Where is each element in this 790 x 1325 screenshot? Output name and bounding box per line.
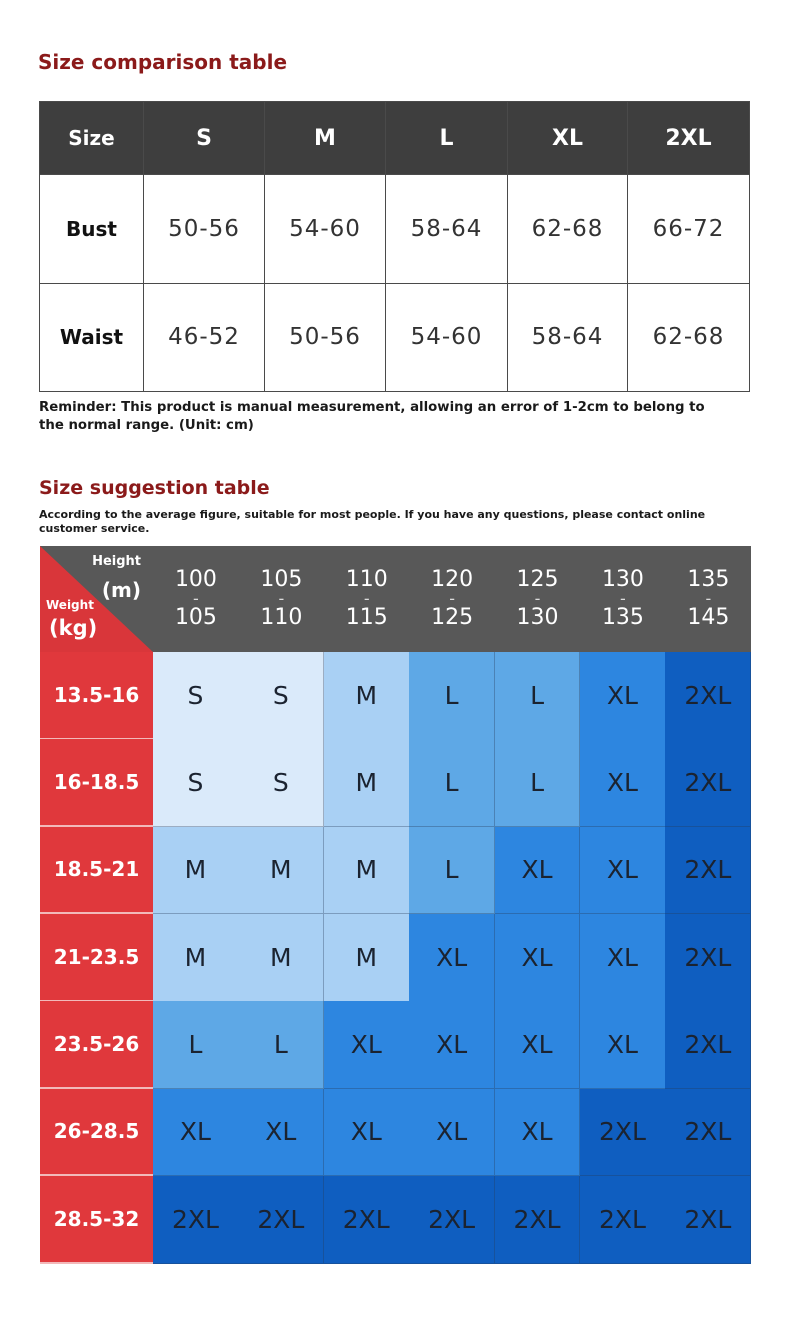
size-cell: M — [324, 739, 410, 827]
height-range-end: 145 — [687, 605, 730, 630]
size-cell: L — [409, 739, 495, 827]
row-label: Bust — [40, 175, 144, 283]
measurement-cell: 50-56 — [144, 175, 265, 283]
measurement-cell: 66-72 — [628, 175, 750, 283]
row-label: Waist — [40, 283, 144, 391]
height-range-dash: - — [534, 589, 541, 608]
size-cell: M — [238, 914, 324, 1002]
size-cell: 2XL — [580, 1176, 666, 1264]
measurement-cell: 62-68 — [508, 175, 628, 283]
size-cell: M — [153, 827, 239, 915]
size-cell: S — [238, 652, 324, 740]
height-range-start: 110 — [345, 567, 388, 592]
size-cell: L — [495, 739, 581, 827]
size-cell: M — [324, 914, 410, 1002]
size-cell: XL — [495, 914, 581, 1002]
size-col-header: M — [265, 102, 386, 175]
corner-height-label: Height — [92, 554, 141, 569]
size-cell: 2XL — [665, 1001, 751, 1089]
size-cell: L — [409, 827, 495, 915]
height-range-start: 135 — [687, 567, 730, 592]
measurement-cell: 58-64 — [508, 283, 628, 391]
size-cell: L — [495, 652, 581, 740]
height-range-start: 120 — [431, 567, 474, 592]
height-range-start: 130 — [601, 567, 644, 592]
measurement-reminder: Reminder: This product is manual measurement, allowing an error of 1-2cm to belong to the normal range. (Unit: cm) — [39, 400, 705, 433]
height-col-header — [495, 546, 581, 652]
size-cell: XL — [409, 1089, 495, 1177]
height-range-dash: - — [449, 589, 456, 608]
size-suggestion-grid — [40, 546, 751, 1263]
size-cell: L — [238, 1001, 324, 1089]
size-comparison-table — [39, 101, 750, 392]
size-cell: 2XL — [580, 1089, 666, 1177]
size-cell: L — [153, 1001, 239, 1089]
size-header-label: Size — [40, 102, 144, 175]
weight-row-label: 18.5-21 — [40, 827, 153, 915]
suggestion-title: Size suggestion table — [39, 477, 270, 499]
size-cell: 2XL — [238, 1176, 324, 1264]
size-cell: XL — [580, 827, 666, 915]
height-range-dash: - — [278, 589, 285, 608]
measurement-cell: 54-60 — [265, 175, 386, 283]
comparison-title: Size comparison table — [38, 50, 288, 74]
height-range-start: 125 — [516, 567, 559, 592]
weight-row-label: 23.5-26 — [40, 1001, 153, 1089]
height-col-header — [665, 546, 751, 652]
size-cell: L — [409, 652, 495, 740]
weight-row-label: 28.5-32 — [40, 1176, 153, 1264]
height-range-end: 135 — [601, 605, 644, 630]
weight-row-label: 16-18.5 — [40, 739, 153, 827]
measurement-cell: 62-68 — [628, 283, 750, 391]
measurement-cell: 50-56 — [265, 283, 386, 391]
height-col-header — [580, 546, 666, 652]
measurement-cell: 54-60 — [386, 283, 508, 391]
size-cell: 2XL — [665, 827, 751, 915]
size-cell: M — [324, 652, 410, 740]
corner-height-unit: (m) — [101, 578, 141, 602]
suggestion-description: According to the average figure, suitable for most people. If you have any questions, please contact online customer service. — [39, 508, 706, 535]
measurement-cell: 46-52 — [144, 283, 265, 391]
size-cell: 2XL — [665, 1089, 751, 1177]
size-cell: XL — [409, 1001, 495, 1089]
height-col-header — [238, 546, 324, 652]
size-col-header: L — [386, 102, 508, 175]
waist-row — [40, 283, 750, 391]
size-cell: S — [153, 652, 239, 740]
height-range-dash: - — [193, 589, 199, 608]
size-cell: M — [153, 914, 239, 1002]
size-cell: XL — [324, 1001, 410, 1089]
grid-corner — [40, 546, 153, 652]
height-range-end: 115 — [345, 605, 388, 630]
bust-row — [40, 175, 750, 283]
size-cell: XL — [495, 1089, 581, 1177]
size-cell: 2XL — [665, 652, 751, 740]
corner-weight-label: Weight — [46, 598, 94, 612]
height-col-header — [324, 546, 410, 652]
measurement-cell: 58-64 — [386, 175, 508, 283]
height-range-start: 105 — [260, 567, 303, 592]
weight-row-label: 13.5-16 — [40, 652, 153, 740]
size-cell: XL — [324, 1089, 410, 1177]
size-cell: 2XL — [665, 1176, 751, 1264]
size-col-header: S — [144, 102, 265, 175]
size-cell: XL — [238, 1089, 324, 1177]
height-range-dash: - — [363, 589, 370, 608]
height-range-end: 130 — [516, 605, 559, 630]
height-col-header — [409, 546, 495, 652]
size-cell: XL — [580, 1001, 666, 1089]
height-range-dash: - — [620, 589, 626, 608]
size-cell: M — [238, 827, 324, 915]
size-cell: XL — [409, 914, 495, 1002]
size-cell: 2XL — [665, 739, 751, 827]
height-range-dash: - — [705, 589, 712, 608]
size-cell: S — [238, 739, 324, 827]
comparison-header-row — [40, 102, 750, 175]
corner-weight-unit: (kg) — [49, 616, 98, 640]
height-range-end: 110 — [260, 605, 303, 630]
size-col-header: XL — [508, 102, 628, 175]
weight-row-label: 26-28.5 — [40, 1089, 153, 1177]
size-cell: XL — [495, 1001, 581, 1089]
size-cell: 2XL — [665, 914, 751, 1002]
size-cell: S — [153, 739, 239, 827]
size-cell: M — [324, 827, 410, 915]
size-cell: 2XL — [495, 1176, 581, 1264]
height-range-start: 100 — [174, 567, 217, 592]
size-cell: XL — [495, 827, 581, 915]
size-cell: XL — [580, 914, 666, 1002]
size-cell: XL — [580, 652, 666, 740]
size-col-header: 2XL — [628, 102, 750, 175]
size-cell: 2XL — [153, 1176, 239, 1264]
size-cell: XL — [153, 1089, 239, 1177]
size-cell: XL — [580, 739, 666, 827]
height-range-end: 125 — [431, 605, 474, 630]
size-cell: 2XL — [324, 1176, 410, 1264]
height-range-end: 105 — [174, 605, 217, 630]
height-col-header — [153, 546, 239, 652]
size-cell: 2XL — [409, 1176, 495, 1264]
weight-row-label: 21-23.5 — [40, 914, 153, 1002]
